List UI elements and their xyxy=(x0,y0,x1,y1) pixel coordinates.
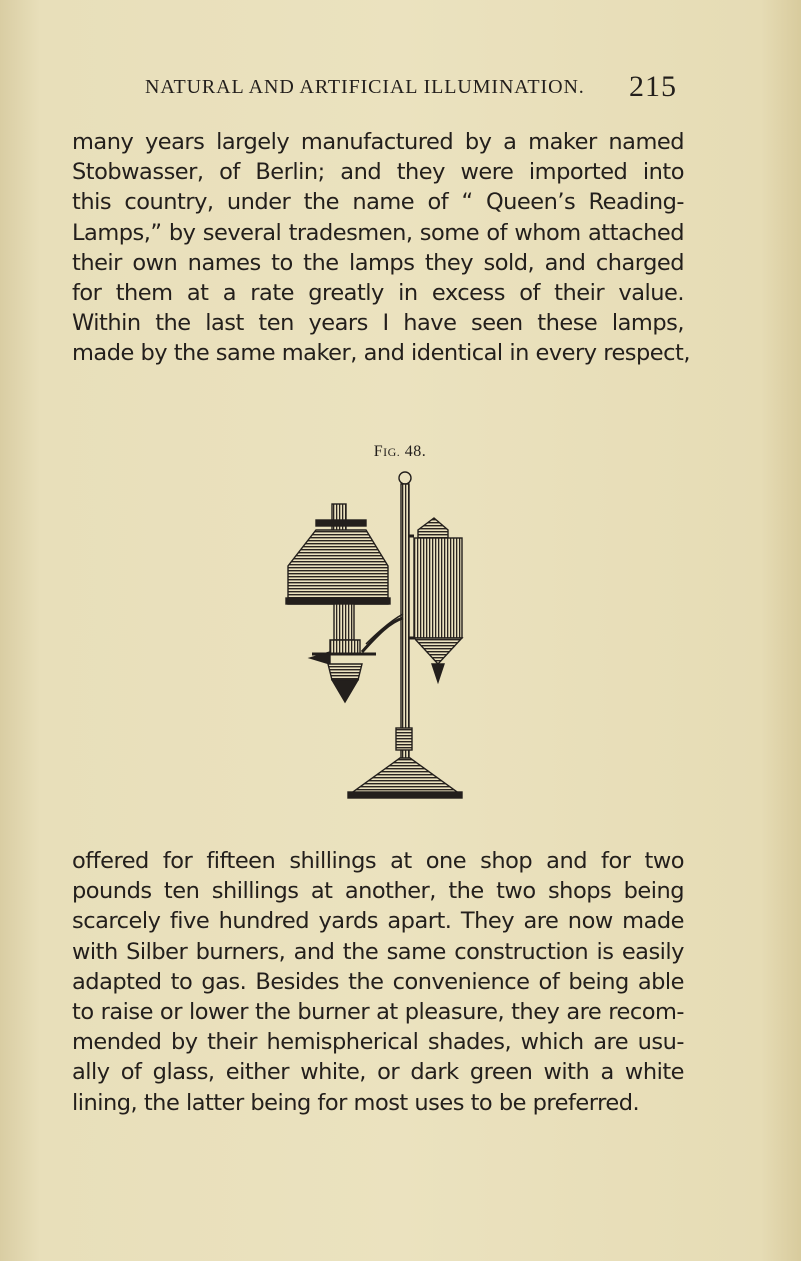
caption-prefix: F xyxy=(373,443,384,460)
text-line: with Silber burners, and the same construction is easily xyxy=(72,938,684,965)
text-line: this country, under the name of “ Queen’s Reading- xyxy=(72,189,684,216)
text-line: Lamps,” by several tradesmen, some of whom attached xyxy=(72,219,684,246)
caption-number: 48. xyxy=(404,443,427,460)
figure-caption xyxy=(340,443,460,461)
paragraph-before-figure xyxy=(72,127,690,369)
oil-reservoir xyxy=(414,538,462,638)
running-title: NATURAL AND ARTIFICIAL ILLUMINATION. xyxy=(145,76,585,98)
text-line: lining, the latter being for most uses to be preferred. xyxy=(72,1089,640,1116)
paragraph-after-figure xyxy=(72,846,684,1118)
caption-small-caps: IG. xyxy=(383,445,401,459)
text-line: their own names to the lamps they sold, and charged xyxy=(72,249,684,276)
hanging-ring xyxy=(399,472,411,484)
text-line: for them at a rate greatly in excess of their value. xyxy=(72,280,684,307)
text-line: mended by their hemispherical shades, which are usu- xyxy=(72,1029,684,1056)
text-line: to raise or lower the burner at pleasure, they are recom- xyxy=(72,999,684,1026)
text-line: pounds ten shillings at another, the two shops being xyxy=(72,878,684,905)
text-line: Within the last ten years I have seen these lamps, xyxy=(72,310,684,337)
text-line: adapted to gas. Besides the convenience of being able xyxy=(72,968,684,995)
lamp-illustration xyxy=(282,468,492,804)
lamp-shade xyxy=(288,530,388,604)
text-line: Stobwasser, of Berlin; and they were imported into xyxy=(72,159,684,186)
text-line: ally of glass, either white, or dark green with a white xyxy=(72,1059,684,1086)
text-line: many years largely manufactured by a maker named xyxy=(72,129,684,155)
page-number: 215 xyxy=(629,70,677,103)
running-head xyxy=(145,72,685,106)
lamp-base xyxy=(350,758,460,794)
text-line: made by the same maker, and identical in every respect, xyxy=(72,340,690,367)
text-line: offered for fifteen shillings at one shop and for two xyxy=(72,848,684,874)
text-line: scarcely five hundred yards apart. They are now made xyxy=(72,908,684,935)
